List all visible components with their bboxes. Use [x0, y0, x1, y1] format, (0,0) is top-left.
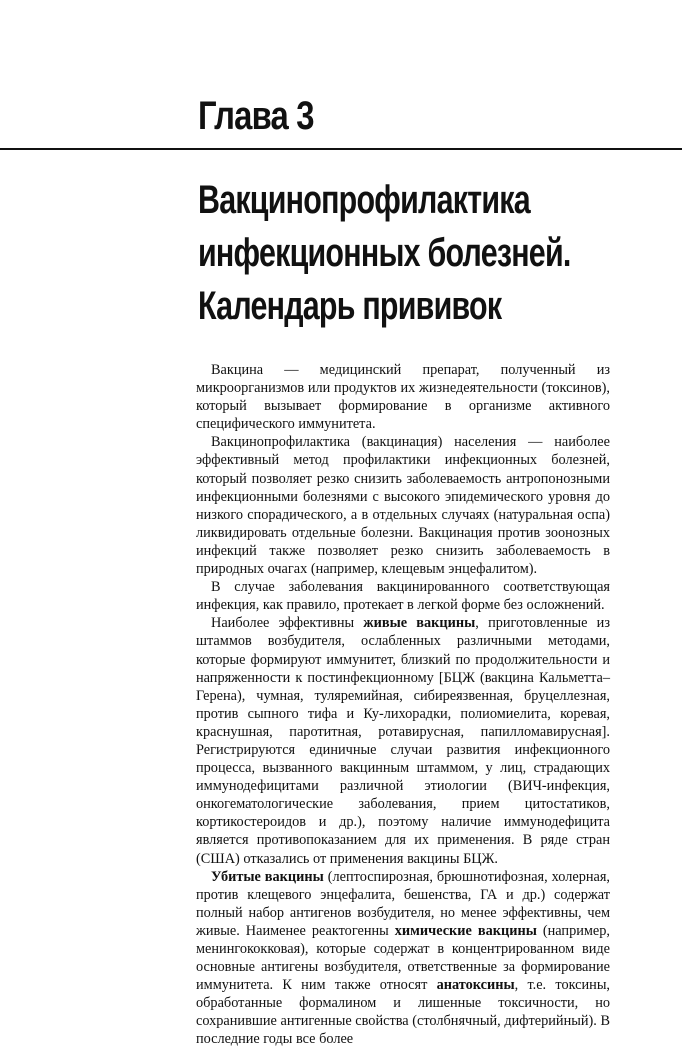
- chapter-title-line: Вакцинопрофилактика: [198, 178, 530, 222]
- chapter-label: Глава 3: [198, 94, 314, 138]
- chapter-title-line: Календарь прививок: [198, 284, 502, 328]
- paragraph-live-vaccines: [196, 614, 610, 867]
- text-run: , приготовленные из штаммов возбудителя, ослабленных различными методами, которые формируют иммунитет, близкий по продолжительности и напряженности к постинфекционному [БЦЖ (вакцина Кальметта–Герена), чумная, туляремийная, сибиреязвенная, бруцеллезная, против сыпного тифа и Ку-лихорадки, полиомиелита, коревая, краснушная, паротитная, ротавирусная, папилломавирусная]. Регистрируются единичные случаи развития инфекционного процесса, вызванного вакцинным штаммом, у лиц, страдающих иммунодефицитами различной этиологии (ВИЧ-инфекция, онкогематологические заболевания, прием цитостатиков, кортикостероидов и др.), поэтому наличие иммунодефицита является противопоказанием для их применения. В ряде стран (США) отказались от применения вакцины БЦЖ.: [196, 615, 610, 867]
- body-text: [196, 361, 610, 1049]
- text-run: (лептоспирозная, брюшнотифозная, холерная, против клещевого энцефалита, бешенства, ГА и др.) содержат полный набор антигенов возбудителя, но менее эффективны, чем живые. Наименее реактогенны: [196, 868, 610, 939]
- paragraph-vaccine-definition: [196, 361, 610, 433]
- paragraph-mild-course: [196, 578, 610, 614]
- term-live-vaccines: живые вакцины: [363, 615, 476, 632]
- text-run: Вакцина — медицинский препарат, полученный из микроорганизмов или продуктов их жизнедеятельности (токсинов), который вызывает формирование в организме активного специфического иммунитета.: [196, 362, 610, 433]
- paragraph-vaccination-effectiveness: [196, 433, 610, 578]
- chapter-rule: [0, 148, 682, 150]
- text-run: Вакцинопрофилактика (вакцинация) населения — наиболее эффективный метод профилактики инфекционных болезней, который позволяет резко снизить заболеваемость антропонозными инфекционными болезнями с высокого эпидемического уровня до низкого спорадического, а в отдельных случаях (натуральная оспа) ликвидировать отдельные болезни. Вакцинация против зоонозных инфекций также позволяет резко снизить заболеваемость в природных очагах (например, клещевым энцефалитом).: [196, 434, 610, 578]
- text-run: В случае заболевания вакцинированного соответствующая инфекция, как правило, протекает в легкой форме без осложнений.: [196, 579, 610, 614]
- chapter-title: [198, 174, 571, 333]
- term-anatoxins: анатоксины: [436, 977, 515, 994]
- term-killed-vaccines: Убитые вакцины: [211, 868, 324, 885]
- text-run: Наиболее эффективны: [211, 615, 364, 632]
- term-chemical-vaccines: химические вакцины: [394, 922, 537, 939]
- chapter-title-line: инфекционных болезней.: [198, 231, 571, 275]
- text-run: , т.е. токсины, обработанные формалином и лишенные токсичности, но сохранившие антигенные свойства (столбнячный, дифтерийный). В последние годы все более: [196, 977, 611, 1048]
- text-run: (например, менингококковая), которые содержат в концентрированном виде основные антигены возбудителя, ответственные за формирование иммунитета. К ним также относят: [196, 922, 610, 994]
- paragraph-killed-vaccines: [196, 868, 610, 1049]
